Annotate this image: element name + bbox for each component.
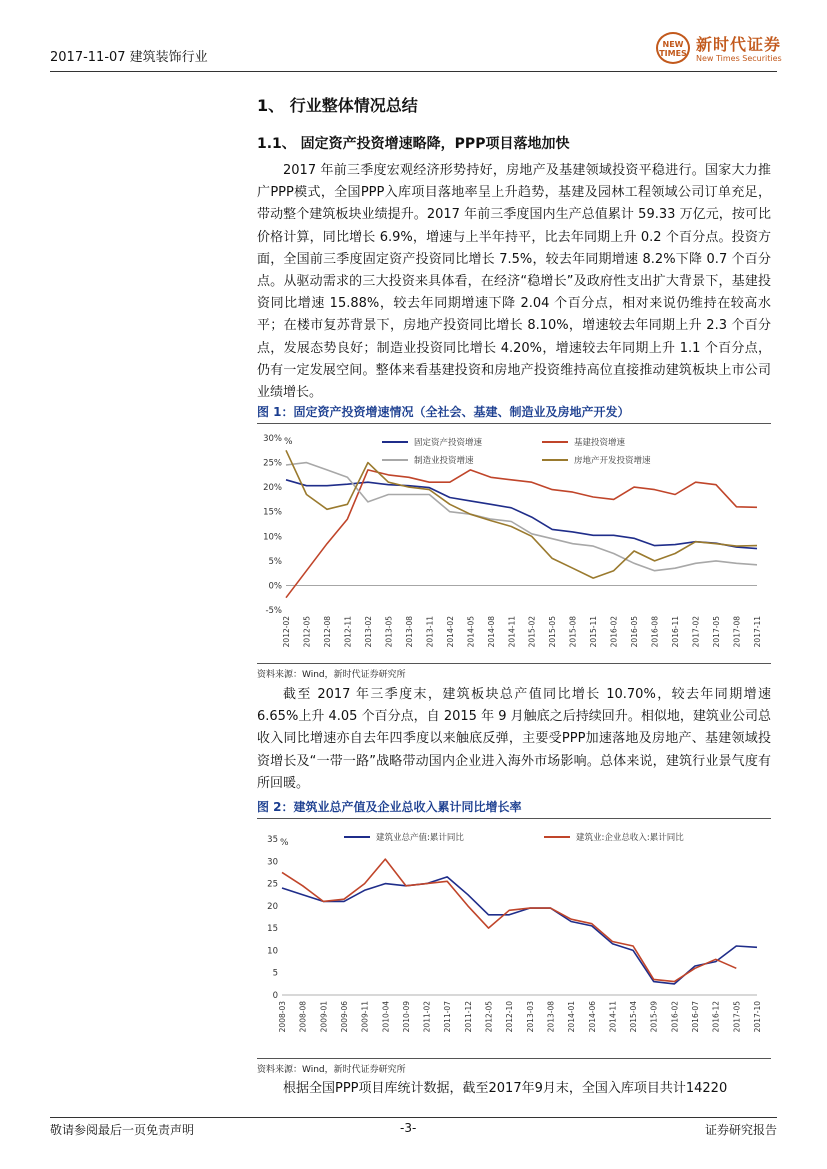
chart1-xtick-label: 2013-08 [404,616,414,648]
body-paragraph-3: 根据全国PPP项目库统计数据，截至2017年9月末，全国入库项目共计14220 [283,1081,728,1096]
chart1-xtick-label: 2017-11 [753,616,762,648]
figure-1-bottom-rule [257,663,771,664]
chart1-xtick-label: 2017-02 [691,616,701,648]
chart2-xtick-label: 2009-01 [319,1001,329,1033]
chart1-ytick-label: -5% [265,606,282,616]
chart2-xtick-label: 2010-04 [381,1001,391,1033]
chart2-ytick-label: 15 [267,924,278,935]
chart1-xtick-label: 2013-11 [425,616,435,648]
chart2-xtick-label: 2014-01 [567,1001,577,1033]
logo-name-en: New Times Securities [696,54,782,63]
header-date-industry: 2017-11-07 建筑装饰行业 [50,50,208,65]
figure-2-bottom-rule [257,1058,771,1059]
chart1-ytick-label: 25% [263,458,282,469]
chart1-xtick-label: 2016-08 [650,616,660,648]
chart1-xtick-label: 2016-02 [609,616,619,648]
chart2-xtick-label: 2012-10 [505,1001,515,1033]
chart2-xtick-label: 2011-07 [443,1001,453,1033]
chart1-xtick-label: 2017-05 [712,616,722,648]
chart1-xtick-label: 2015-11 [589,616,599,648]
chart2-ytick-label: 35 [267,835,278,845]
chart1-legend-label: 基建投资增速 [574,438,626,448]
chart1-xtick-label: 2013-05 [384,616,394,648]
chart2-xtick-label: 2008-03 [278,1001,287,1033]
chart1-xtick-label: 2015-05 [548,616,558,648]
chart1-series-line-1 [286,480,757,549]
chart1-xtick-label: 2016-05 [630,616,640,648]
chart2-unit-label: % [280,838,289,848]
footer-disclaimer: 敬请参阅最后一页免责声明 [50,1123,195,1137]
chart1-legend-label: 制造业投资增速 [414,456,474,466]
chart2-ytick-label: 20 [267,901,278,912]
chart1-xtick-label: 2015-08 [568,616,578,648]
chart1-xtick-label: 2016-11 [671,616,681,648]
chart2-ytick-label: 10 [267,946,278,957]
figure-2-source: 资料来源：Wind，新时代证券研究所 [257,1065,406,1075]
chart1-xtick-label: 2015-02 [527,616,537,648]
chart1-series-line-4 [286,450,757,578]
footer-divider [50,1117,777,1118]
chart1-xtick-label: 2014-11 [507,616,517,648]
chart2-xtick-label: 2014-11 [608,1001,618,1033]
header-divider [50,71,777,72]
chart1-ytick-label: 10% [263,532,282,543]
chart2-xtick-label: 2017-05 [732,1001,742,1033]
chart2-xtick-label: 2015-09 [649,1001,659,1033]
chart2-xtick-label: 2015-04 [629,1001,639,1033]
chart2-xtick-label: 2013-08 [546,1001,556,1033]
chart2-xtick-label: 2016-02 [670,1001,680,1033]
chart1-xtick-label: 2012-05 [302,616,312,648]
chart1-ytick-label: 15% [263,507,282,518]
footer-page-number: -3- [400,1121,417,1135]
body-paragraph-1: 2017 年前三季度宏观经济形势持好，房地产及基建领域投资平稳进行。国家大力推广PPP模式，全国PPP入库项目落地率呈上升趋势，基建及园林工程领域公司订单充足，带动整个建筑板块业绩提升。2017 年前三季度国内生产总值累计 59.33 万亿元，按可比价格计算，同比增长 6.9%，增速与上半年持平，比去年同期上升 0.2 个百分点。投资方面，全国前三季度固定资产投资同比增长 7.5%，较去年同期增速 8.2%下降 0.7 个百分点。从驱动需求的三大投资来具体看，在经济“稳增长”及政府性支出扩大背景下，基建投资同比增速 15.88%，较去年同期增速下降 2.04 个百分点，相对来说仍维持在较高水平；在楼市复苏背景下，房地产投资同比增长 8.10%，增速较去年同期上升 2.3 个百分点，发展态势良好；制造业投资同比增长 4.20%，增速较去年同期上升 1.1 个百分点，仍有一定发展空间。整体来看基建投资和房地产投资维持高位直接推动建筑板块上市公司业绩增长。 [257,163,771,401]
figure-1-title: 图 1：固定资产投资增速情况（全社会、基建、制造业及房地产开发） [257,405,630,419]
chart2-ytick-label: 30 [267,857,278,868]
figure-1-top-rule [257,423,771,424]
chart1-legend-label: 固定资产投资增速 [414,438,483,448]
chart1-ytick-label: 0% [268,581,282,592]
figure-1-source: 资料来源：Wind，新时代证券研究所 [257,670,406,680]
figure-2-top-rule [257,818,771,819]
chart1-legend-label: 房地产开发投资增速 [574,456,651,466]
chart2-xtick-label: 2012-05 [484,1001,494,1033]
chart2-xtick-label: 2017-10 [753,1001,762,1033]
figure-1-chart [252,426,772,662]
chart2-xtick-label: 2011-02 [422,1001,432,1033]
chart1-xtick-label: 2014-08 [486,616,496,648]
chart2-legend-label: 建筑业:企业总收入:累计同比 [576,833,684,843]
chart2-legend-label: 建筑业总产值:累计同比 [376,833,464,843]
figure-2-title: 图 2：建筑业总产值及企业总收入累计同比增长率 [257,800,522,814]
chart2-xtick-label: 2009-06 [339,1001,349,1033]
chart2-xtick-label: 2011-12 [463,1001,473,1033]
chart2-xtick-label: 2014-06 [587,1001,597,1033]
chart1-xtick-label: 2014-02 [445,616,455,648]
chart1-ytick-label: 30% [263,434,282,444]
footer-report-type: 证券研究报告 [704,1123,777,1137]
body-paragraph-2: 截至 2017 年三季度末，建筑板块总产值同比增长 10.70%，较去年同期增速 6.65%上升 4.05 个百分点，自 2015 年 9 月触底之后持续回升。相似地，建筑业公司总收入同比增速亦自去年四季度以来触底反弹，主要受PPP加速落地及房地产、基建领域投资增长及“一带一路”战略带动国内企业进入海外市场影响。总体来说，建筑行业景气度有所回暖。 [257,687,771,791]
section-heading: 1、 行业整体情况总结 [257,96,418,115]
chart2-xtick-label: 2009-11 [360,1001,370,1033]
chart2-xtick-label: 2013-03 [525,1001,535,1033]
chart2-xtick-label: 2008-08 [298,1001,308,1033]
chart1-xtick-label: 2013-02 [363,616,373,648]
chart1-xtick-label: 2012-08 [322,616,332,648]
chart1-ytick-label: 5% [268,556,282,567]
chart1-unit-label: % [284,437,293,447]
chart1-xtick-label: 2012-11 [343,616,353,648]
chart2-ytick-label: 25 [267,879,278,890]
logo-mark-icon: NEW TIMES [656,32,690,64]
logo-name-cn: 新时代证券 [696,35,782,54]
subsection-heading: 1.1、 固定资产投资增速略降，PPP项目落地加快 [257,136,570,152]
chart2-xtick-label: 2016-12 [711,1001,721,1033]
chart1-xtick-label: 2012-02 [282,616,291,648]
chart2-ytick-label: 5 [272,968,278,979]
chart1-xtick-label: 2014-05 [466,616,476,648]
chart1-series-line-3 [286,463,757,571]
chart2-xtick-label: 2016-07 [691,1001,701,1033]
chart2-series-line-2 [282,859,736,982]
chart1-ytick-label: 20% [263,483,282,494]
brand-logo [656,30,781,68]
chart2-xtick-label: 2010-09 [401,1001,411,1033]
figure-2-chart [252,821,772,1057]
chart1-xtick-label: 2017-08 [732,616,742,648]
chart2-ytick-label: 0 [272,991,278,1001]
